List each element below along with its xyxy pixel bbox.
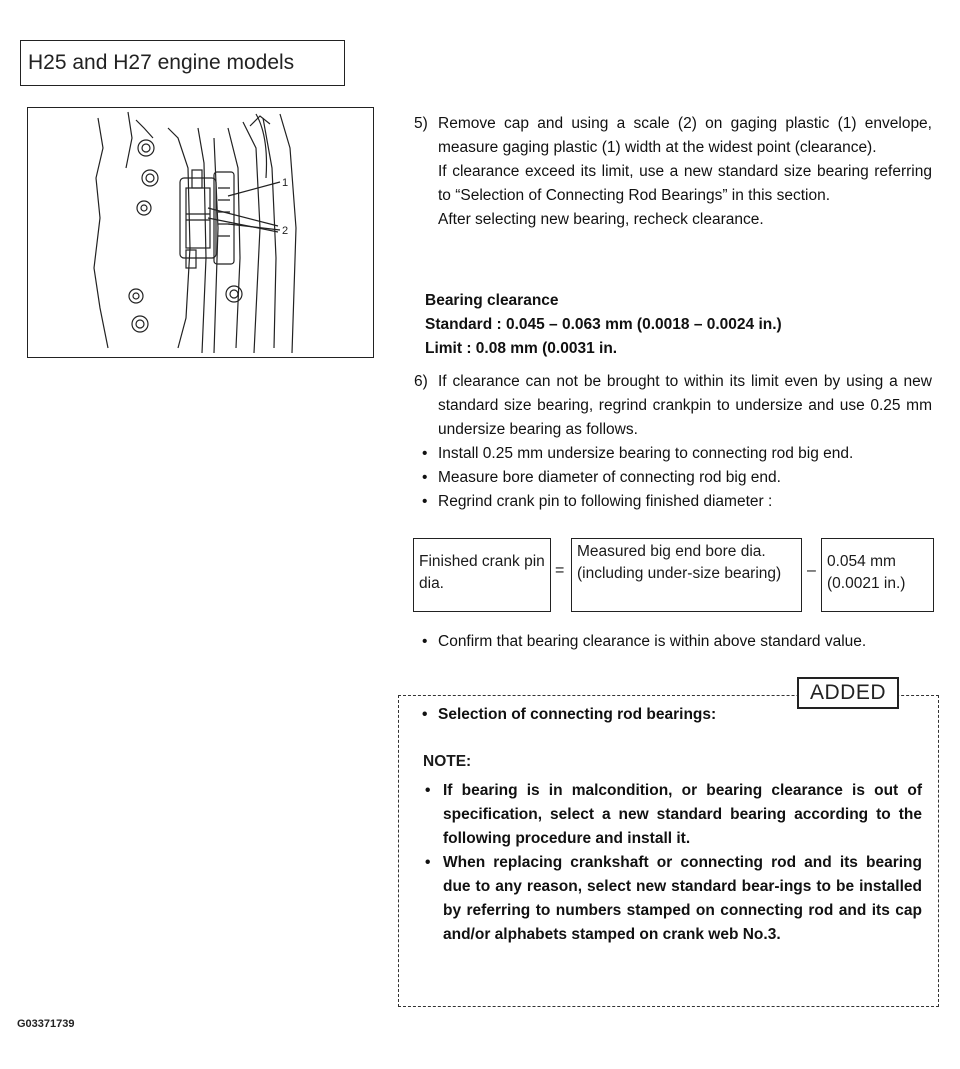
- step-5-line-3: After selecting new bearing, recheck clearance.: [438, 211, 764, 228]
- formula-finished-crank-pin: Finished crank pin dia.: [413, 538, 551, 612]
- engine-model-heading: H25 and H27 engine models: [20, 40, 345, 86]
- spec-title: Bearing clearance: [425, 292, 559, 309]
- step-5-line-2: If clearance exceed its limit, use a new standard size bearing referring to “Selection of Connecting Rod Bearings” in this section.: [438, 163, 932, 204]
- formula-equals-sign: =: [555, 562, 565, 579]
- formula-minus-sign: –: [807, 562, 816, 579]
- formula-measured-bore: Measured big end bore dia. (including under-size bearing): [571, 538, 802, 612]
- crankpin-drawing: [28, 108, 373, 357]
- step-6-number: 6): [414, 373, 428, 390]
- step-6-bullet-1: • Install 0.25 mm undersize bearing to connecting rod big end.: [422, 445, 854, 462]
- callout-1: 1: [282, 177, 289, 189]
- confirm-bullet: • Confirm that bearing clearance is within above standard value.: [422, 633, 867, 650]
- added-label: ADDED: [797, 677, 899, 709]
- note-title: NOTE:: [423, 753, 472, 770]
- formula-correction-value: 0.054 mm (0.0021 in.): [821, 538, 934, 612]
- step-6-bullet-2: • Measure bore diameter of connecting rod big end.: [422, 469, 781, 486]
- finished-diameter-formula: [413, 538, 935, 613]
- gaging-plastic-illustration: [27, 107, 374, 358]
- callout-2: 2: [282, 225, 289, 237]
- note-item-2: • When replacing crankshaft or connecting rod and its bearing due to any reason, select new standard bear-ings to be installed by referring to numbers stamped on connecting rod and its cap and/or alphabets stamped on crank web No.3.: [425, 854, 922, 943]
- step-6-bullet-3: • Regrind crank pin to following finished diameter :: [422, 493, 773, 510]
- selection-heading: • Selection of connecting rod bearings:: [422, 706, 717, 723]
- note-item-1: • If bearing is in malcondition, or bearing clearance is out of specification, select a new standard bearing according to the following procedure and install it.: [425, 782, 922, 847]
- step-5: [414, 112, 932, 232]
- step-6-text: If clearance can not be brought to within its limit even by using a new standard size bearing, regrind crankpin to undersize and use 0.25 mm undersize bearing as follows.: [438, 373, 932, 438]
- spec-standard: Standard : 0.045 – 0.063 mm (0.0018 – 0.0024 in.): [425, 316, 782, 333]
- step-5-number: 5): [414, 115, 428, 132]
- bearing-clearance-spec: [425, 289, 782, 361]
- step-6: [414, 370, 932, 442]
- reference-code: G03371739: [17, 1018, 75, 1030]
- spec-limit: Limit : 0.08 mm (0.0031 in.: [425, 340, 618, 357]
- step-5-line-1: Remove cap and using a scale (2) on gaging plastic (1) envelope, measure gaging plastic (1) width at the widest point (clearance).: [438, 115, 932, 156]
